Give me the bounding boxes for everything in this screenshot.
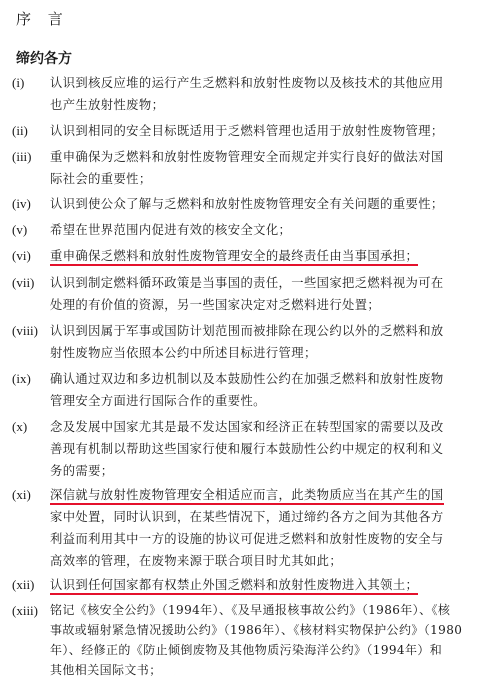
item-number: (iii)	[12, 149, 32, 164]
item-text	[50, 272, 470, 316]
item-number: (vi)	[12, 248, 31, 263]
item-line: 希望在世界范围内促进有效的核安全文化；	[50, 223, 292, 237]
item-number: (viii)	[12, 323, 38, 338]
item-text	[50, 368, 470, 412]
item-text	[50, 193, 470, 215]
item-number: (vii)	[12, 275, 35, 290]
item-number: (xii)	[12, 577, 35, 592]
item-line: 也产生放射性废物；	[50, 98, 165, 112]
item-text	[50, 120, 470, 142]
item-text	[50, 146, 470, 190]
highlighted-text: 重申确保乏燃料和放射性废物管理安全的最终责任由当事国承担；	[50, 249, 418, 266]
item-number: (xi)	[12, 487, 31, 502]
item-line: 确认通过双边和多边机制以及本鼓励性公约在加强乏燃料和放射性废物	[50, 372, 444, 386]
item-number: (xiii)	[12, 603, 38, 618]
item-number: (ii)	[12, 123, 28, 138]
item-number: (ix)	[12, 371, 31, 386]
item-text	[50, 600, 470, 680]
item-line: 处理的有价值的资源，另一些国家决定对乏燃料进行处置；	[50, 298, 381, 312]
item-number: (x)	[12, 419, 28, 434]
item-text	[50, 72, 470, 116]
item-line: 高效率的管理，在废物来源于联合项目时尤其如此；	[50, 554, 343, 568]
item-number: (iv)	[12, 196, 31, 211]
item-line: 认识到因属于军事或国防计划范围而被排除在现公约以外的乏燃料和放	[50, 324, 444, 338]
item-line: 事故或辐射紧急情况援助公约》（1986年）、《核材料实物保护公约》（1980	[50, 623, 463, 637]
item-line-wrap	[50, 574, 470, 596]
item-line: 其他相关国际文书；	[50, 663, 162, 677]
item-line: 重申确保为乏燃料和放射性废物管理安全而规定并实行良好的做法对国	[50, 150, 444, 164]
item-line: 际社会的重要性；	[50, 172, 152, 186]
item-line: 铭记《核安全公约》（1994年）、《及早通报核事故公约》（1986年）、《核	[50, 603, 451, 617]
item-line: 利益而利用其中一方的设施的协议可促进乏燃料和放射性废物的安全与	[50, 532, 444, 546]
item-line-wrap	[50, 245, 470, 267]
item-line: 年）、经修正的《防止倾倒废物及其他物质污染海洋公约》（1994年）和	[50, 643, 443, 657]
item-line: 认识到核反应堆的运行产生乏燃料和放射性废物以及核技术的其他应用	[50, 76, 444, 90]
item-line: 管理安全方面进行国际合作的重要性。	[50, 394, 266, 408]
highlighted-text: 深信就与放射性废物管理安全相适应而言，此类物质应当在其产生的国	[50, 488, 444, 505]
item-text	[50, 484, 470, 572]
item-text	[50, 219, 470, 241]
item-text	[50, 574, 470, 596]
item-text	[50, 320, 470, 364]
item-line-wrap	[50, 484, 470, 506]
item-text	[50, 416, 470, 482]
item-line: 家中处置，同时认识到，在某些情况下，通过缔约各方之间为其他各方	[50, 510, 444, 524]
item-line: 认识到相同的安全目标既适用于乏燃料管理也适用于放射性废物管理；	[50, 124, 444, 138]
item-line: 认识到制定燃料循环政策是当事国的责任，一些国家把乏燃料视为可在	[50, 276, 444, 290]
item-number: (v)	[12, 222, 28, 237]
section-heading: 缔约各方	[16, 51, 72, 67]
item-line: 善现有机制以帮助这些国家行使和履行本鼓励性公约中规定的权利和义	[50, 442, 444, 456]
item-line: 射性废物应当依照本公约中所述目标进行管理；	[50, 346, 317, 360]
page-title: 序 言	[16, 10, 69, 28]
item-line: 认识到使公众了解与乏燃料和放射性废物管理安全有关问题的重要性；	[50, 197, 444, 211]
item-line: 务的需要；	[50, 464, 114, 478]
item-text	[50, 245, 470, 267]
item-line: 念及发展中国家尤其是最不发达国家和经济正在转型国家的需要以及改	[50, 420, 444, 434]
item-number: (i)	[12, 75, 25, 90]
highlighted-text: 认识到任何国家都有权禁止外国乏燃料和放射性废物进入其领土；	[50, 578, 418, 595]
